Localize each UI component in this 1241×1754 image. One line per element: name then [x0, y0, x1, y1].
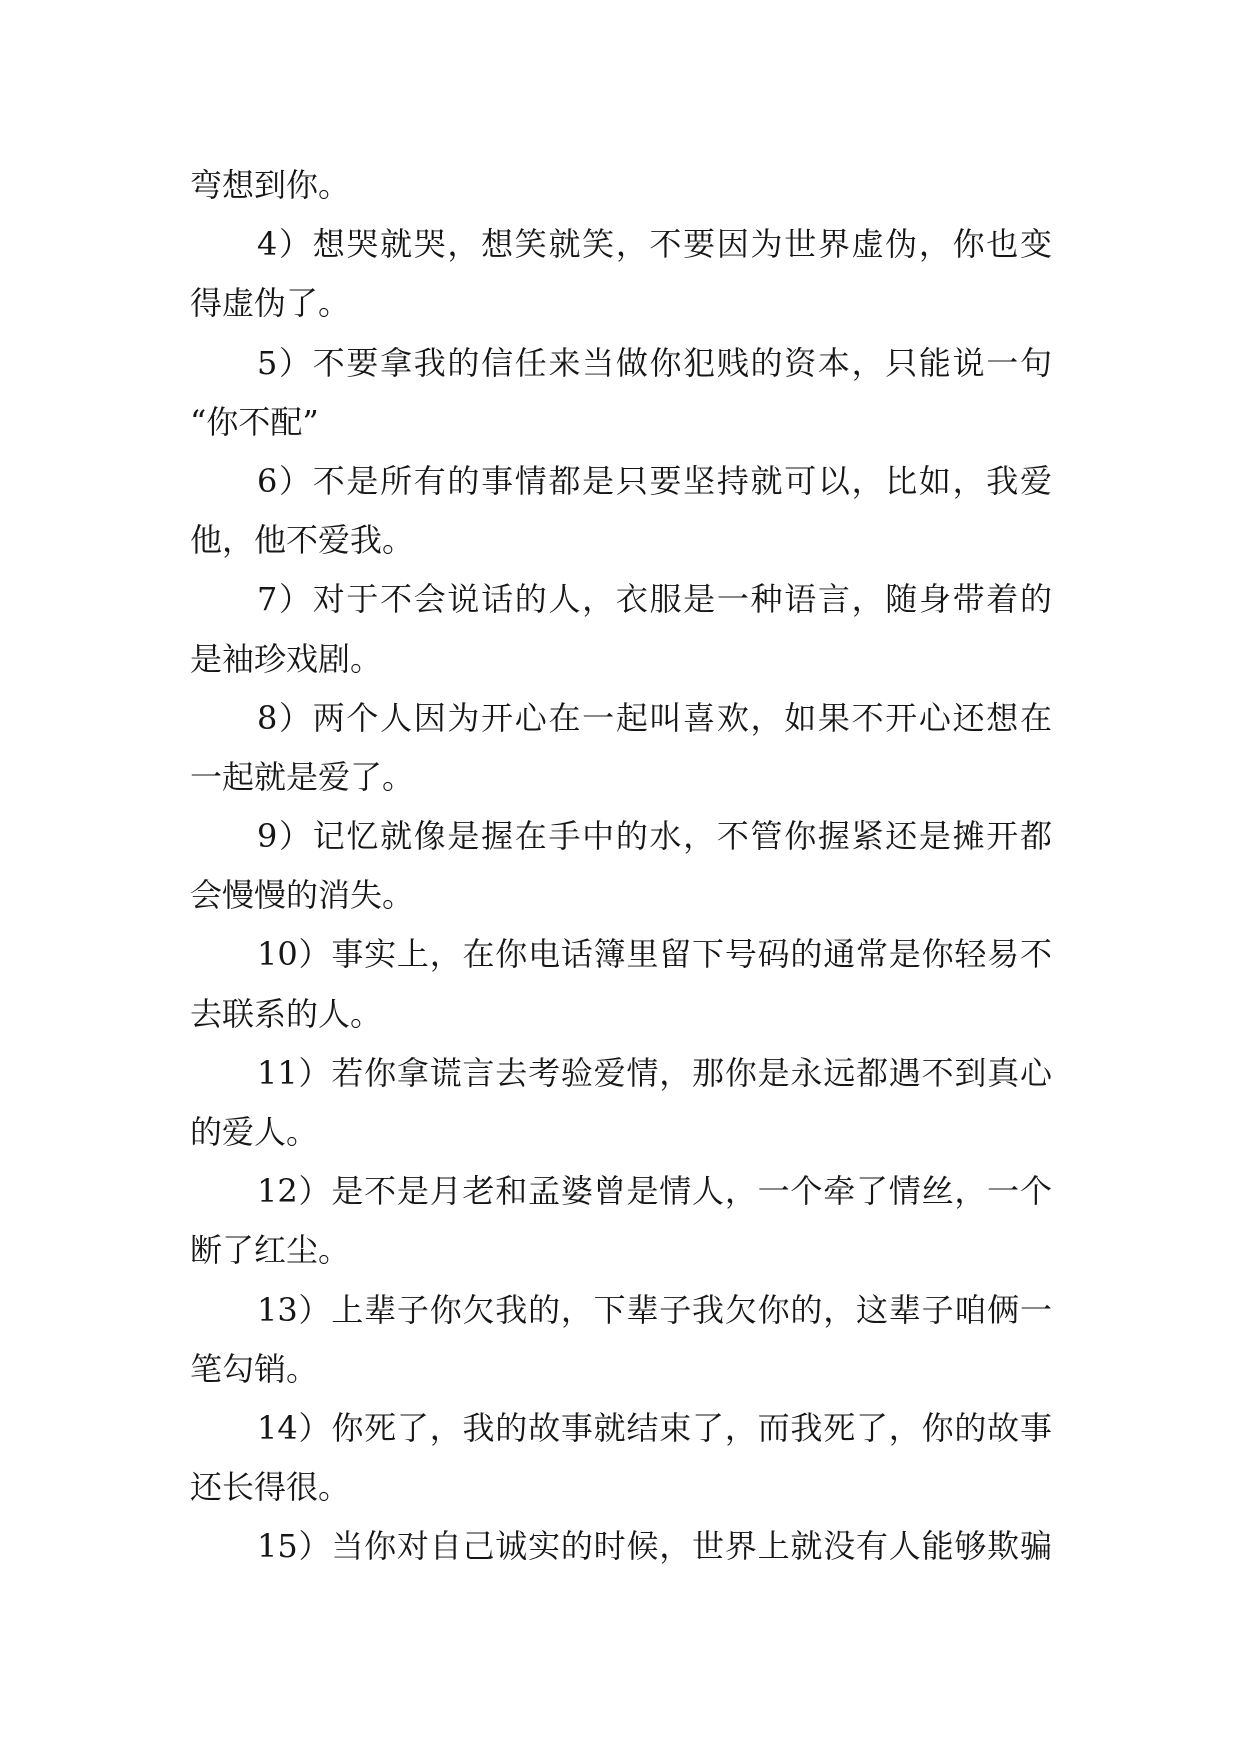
- continuation-text: 弯想到你。: [190, 166, 351, 204]
- item-text: 对于不会说话的人，衣服是一种语言，随身带着的: [312, 580, 1052, 619]
- item-number: 10）: [257, 935, 332, 974]
- text-line: 他，他不爱我。: [190, 521, 415, 560]
- item-text: 想哭就哭，想笑就笑，不要因为世界虚伪，你也变: [312, 225, 1052, 264]
- item-number: 9）: [257, 817, 313, 856]
- item-text: 不要拿我的信任来当做你犯贱的资本，只能说一句: [312, 343, 1052, 382]
- text-line: 还长得很。: [190, 1468, 351, 1507]
- list-item: [190, 570, 1052, 688]
- text-line: 的爱人。: [190, 1113, 319, 1151]
- item-text: 两个人因为开心在一起叫喜欢，如果不开心还想在: [312, 698, 1052, 737]
- item-number: 15）: [257, 1527, 332, 1566]
- item-number: 8）: [257, 698, 313, 737]
- item-text: 是不是月老和孟婆曾是情人，一个牵了情丝，一个: [331, 1172, 1052, 1211]
- item-number: 11）: [257, 1053, 332, 1092]
- item-text: 当你对自己诚实的时候，世界上就没有人能够欺骗: [331, 1527, 1052, 1566]
- document-body: [190, 156, 1052, 1577]
- text-line: 得虚伪了。: [190, 284, 351, 323]
- item-text: 若你拿谎言去考验爱情，那你是永远都遇不到真心: [331, 1053, 1052, 1092]
- item-number: 5）: [257, 343, 313, 382]
- text-line: [190, 1517, 1052, 1576]
- item-text: 事实上，在你电话簿里留下号码的通常是你轻易不: [331, 935, 1052, 974]
- text-line: 去联系的人。: [190, 994, 383, 1033]
- text-line: 断了红尘。: [190, 1231, 351, 1270]
- text-line: [190, 807, 1052, 866]
- item-text: 上辈子你欠我的，下辈子我欠你的，这辈子咱俩一: [331, 1290, 1052, 1329]
- text-line: [190, 1044, 1052, 1103]
- list-item: [190, 807, 1052, 925]
- item-number: 12）: [257, 1172, 332, 1211]
- list-item: [190, 1399, 1052, 1517]
- item-text: 不是所有的事情都是只要坚持就可以，比如，我爱: [312, 461, 1052, 500]
- list-item: [190, 334, 1052, 452]
- list-item: [190, 1162, 1052, 1280]
- item-number: 6）: [257, 461, 313, 500]
- list-item: [190, 215, 1052, 333]
- item-text: 你死了，我的故事就结束了，而我死了，你的故事: [331, 1408, 1052, 1447]
- text-line: 一起就是爱了。: [190, 757, 415, 796]
- text-line: 笔勾销。: [190, 1349, 319, 1388]
- list-item: [190, 452, 1052, 570]
- text-line: [190, 570, 1052, 629]
- list-item: [190, 689, 1052, 807]
- text-line: [190, 1399, 1052, 1458]
- text-line: [190, 1281, 1052, 1340]
- item-number: 7）: [257, 580, 313, 619]
- text-line: [190, 334, 1052, 393]
- text-line: [190, 452, 1052, 511]
- item-text: 记忆就像是握在手中的水，不管你握紧还是摊开都: [312, 817, 1052, 856]
- text-line: [190, 215, 1052, 274]
- text-line: [190, 689, 1052, 748]
- list-item: [190, 1044, 1052, 1162]
- item-number: 4）: [257, 225, 313, 264]
- list-item: [190, 1517, 1052, 1576]
- text-line: 会慢慢的消失。: [190, 876, 415, 915]
- text-line: “你不配”: [190, 402, 319, 441]
- list-item: [190, 1281, 1052, 1399]
- text-line: [190, 925, 1052, 984]
- text-line: [190, 1162, 1052, 1221]
- item-number: 13）: [257, 1290, 332, 1329]
- text-line: 是袖珍戏剧。: [190, 639, 383, 678]
- item-number: 14）: [257, 1408, 332, 1447]
- list-item: [190, 925, 1052, 1043]
